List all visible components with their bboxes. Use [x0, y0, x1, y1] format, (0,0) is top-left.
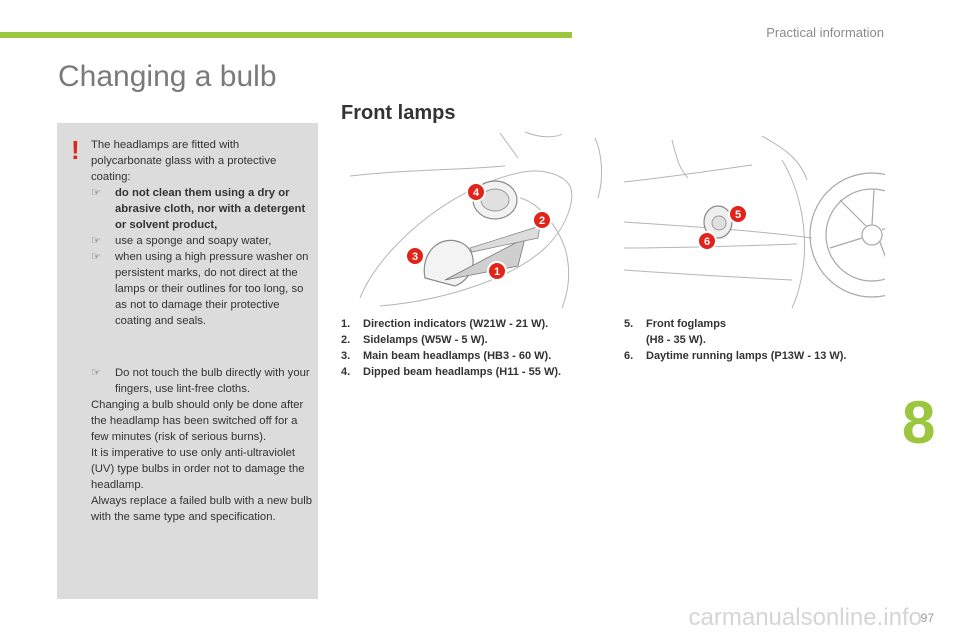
list-item: (H8 - 35 W).	[646, 334, 706, 346]
list-item: 2. Sidelamps (W5W - 5 W).	[341, 334, 488, 346]
svg-text:1: 1	[493, 266, 501, 278]
callout-marker	[729, 205, 747, 223]
watermark: carmanualsonline.info	[688, 604, 922, 631]
callout-marker	[467, 183, 485, 201]
bulb-list-right	[624, 316, 914, 364]
svg-text:2: 2	[538, 215, 546, 227]
warning-paragraph: It is imperative to use only anti-ultraviolet (UV) type bulbs in order not to damage the headlamp.	[91, 447, 305, 491]
list-item: 1. Direction indicators (W21W - 21 W).	[341, 318, 549, 330]
section-label: Practical information	[766, 25, 884, 40]
page-number: 97	[920, 611, 934, 625]
top-accent-rule	[0, 32, 572, 38]
warning-paragraph: Changing a bulb should only be done after the headlamp has been switched off for a few minutes (risk of serious burns).	[91, 399, 304, 443]
warning-bullet: ☞ do not clean them using a dry or abrasive cloth, nor with a detergent or solvent product,	[91, 185, 313, 233]
callout-marker	[406, 247, 424, 265]
svg-text:4: 4	[472, 187, 480, 199]
warning-box	[57, 123, 318, 599]
callout-marker	[533, 211, 551, 229]
list-item: 5. Front foglamps	[624, 318, 727, 330]
exclamation-icon: !	[71, 135, 80, 165]
warning-paragraph: Always replace a failed bulb with a new bulb with the same type and specification.	[91, 495, 313, 523]
list-item: 6. Daytime running lamps (P13W - 13 W).	[624, 350, 847, 362]
warning-bullet: ☞ when using a high pressure washer on persistent marks, do not direct at the lamps or their outlines for too long, so as not to damage their protective coating and seals.	[91, 249, 313, 329]
list-item: 4. Dipped beam headlamps (H11 - 55 W).	[341, 366, 562, 378]
wheel-illustration	[810, 173, 885, 297]
svg-text:3: 3	[411, 251, 419, 263]
svg-text:6: 6	[703, 236, 711, 248]
warning-bullet: ☞ Do not touch the bulb directly with your fingers, use lint-free cloths.	[91, 365, 313, 397]
warning-text	[91, 137, 313, 525]
bulb-list-left	[341, 316, 611, 380]
chapter-number: 8	[902, 389, 936, 456]
page-title: Changing a bulb	[58, 60, 277, 93]
list-item: 3. Main beam headlamps (HB3 - 60 W).	[341, 350, 552, 362]
callout-marker	[488, 262, 506, 280]
headlamp-illustration	[340, 128, 605, 310]
front-lamps-title: Front lamps	[341, 102, 456, 124]
foglamp-illustration	[622, 130, 885, 310]
callout-marker	[698, 232, 716, 250]
warning-bullet: ☞ use a sponge and soapy water,	[91, 233, 313, 249]
warning-intro: The headlamps are fitted with polycarbonate glass with a protective coating:	[91, 139, 277, 183]
svg-text:5: 5	[734, 209, 742, 221]
